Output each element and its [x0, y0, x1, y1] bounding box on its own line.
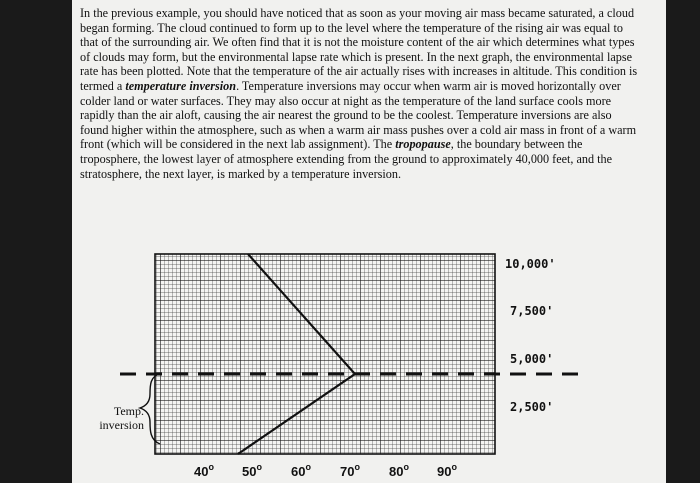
temp-tick-50: 50$^o$ [242, 462, 262, 479]
altitude-label-10000: 10,000' [505, 257, 556, 271]
body-paragraph: In the previous example, you should have noticed that as soon as your moving air mass became saturated, a cloud began forming. The cloud continued to form up to the level where the temperature of the rising air was equal to that of the surrounding air. We often find that it is not the moisture content of the air which determines what types of clouds may form, but the environmental lapse rate which is present. In the next graph, the environmental lapse rate has been plotted. Note that the temperature of the air actually rises with increases in altitude. This condition is termed a temperature inversion. Temperature inversions may occur when warm air is moved horizontally over colder land or water surfaces. They may also occur at night as the temperature of the land surface cools more rapidly than the air aloft, causing the air nearest the ground to be the coolest. Temperature inversions are also found higher within the atmosphere, such as when a warm air mass pushes over a cold air mass in front of a warm front (which will be considered in the next lab assignment). The tropopause, the boundary between the troposphere, the lowest layer of atmosphere extending from the ground to approximately 40,000 feet, and the stratosphere, the next layer, is marked by a temperature inversion. [80, 6, 638, 181]
temp-tick-60: 60$^o$ [291, 462, 311, 479]
term-temperature-inversion: temperature inversion [125, 78, 237, 93]
altitude-label-7500: 7,500' [510, 304, 554, 318]
altitude-label-5000: 5,000' [510, 352, 554, 366]
term-tropopause: tropopause [395, 137, 451, 152]
grid-major [155, 254, 495, 454]
temp-inversion-label: Temp. inversion [99, 404, 144, 432]
temp-tick-90: 90$^o$ [437, 462, 457, 479]
temp-tick-70: 70$^o$ [340, 462, 360, 479]
altitude-label-2500: 2,500' [510, 400, 554, 414]
temp-tick-40: 40$^o$ [194, 462, 214, 479]
temp-tick-80: 80$^o$ [389, 462, 409, 479]
